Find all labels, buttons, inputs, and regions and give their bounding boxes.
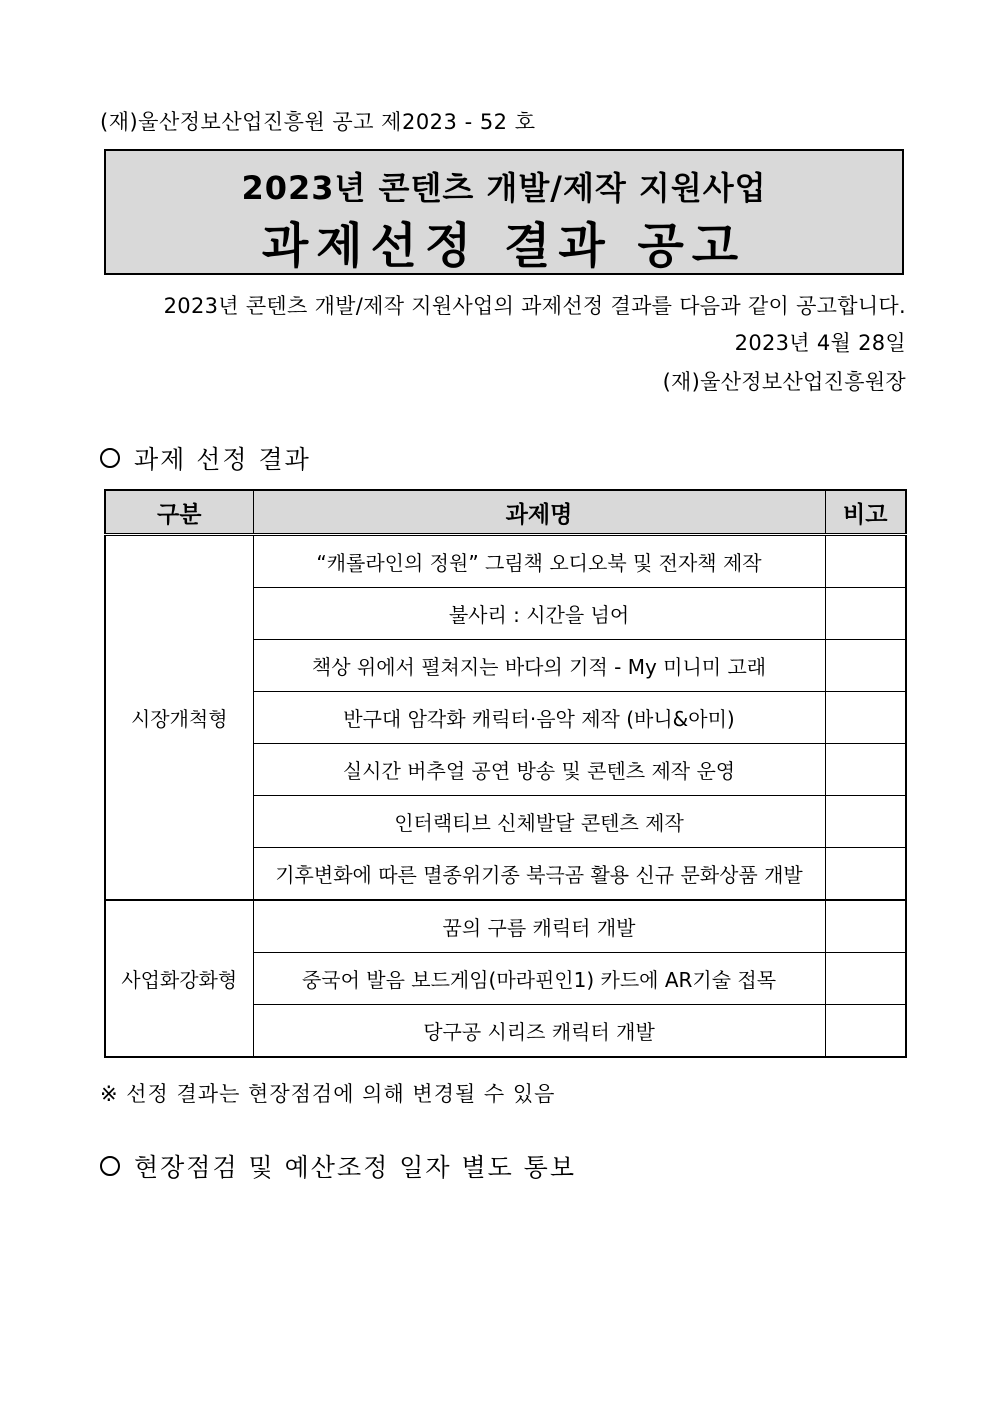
- project-cell: 실시간 버추얼 공연 방송 및 콘텐츠 제작 운영: [253, 744, 825, 796]
- category-cell: 시장개척형: [105, 535, 253, 901]
- note-cell: [825, 744, 906, 796]
- note-cell: [825, 1005, 906, 1058]
- note-cell: [825, 640, 906, 692]
- header-category: 구분: [105, 490, 253, 535]
- header-note: 비고: [825, 490, 906, 535]
- title-box: [104, 149, 904, 275]
- table-row: [105, 535, 906, 588]
- header-project: 과제명: [253, 490, 825, 535]
- notice-number: (재)울산정보산업진흥원 공고 제2023 - 52 호: [100, 110, 536, 134]
- project-cell: 반구대 암각화 캐릭터·음악 제작 (바니&아미): [253, 692, 825, 744]
- note-cell: [825, 692, 906, 744]
- project-cell: 불사리 : 시간을 넘어: [253, 588, 825, 640]
- project-cell: 꿈의 구름 캐릭터 개발: [253, 900, 825, 953]
- section-heading-results: [100, 440, 311, 476]
- category-cell: 사업화강화형: [105, 900, 253, 1057]
- project-cell: 책상 위에서 펼쳐지는 바다의 기적 - My 미니미 고래: [253, 640, 825, 692]
- project-cell: 당구공 시리즈 캐릭터 개발: [253, 1005, 825, 1058]
- note-cell: [825, 953, 906, 1005]
- table-row: [105, 900, 906, 953]
- project-cell: “캐롤라인의 정원” 그림책 오디오북 및 전자책 제작: [253, 535, 825, 588]
- note-cell: [825, 900, 906, 953]
- section-heading-label: 현장점검 및 예산조정 일자 별도 통보: [134, 1153, 576, 1182]
- note-cell: [825, 588, 906, 640]
- note-cell: [825, 796, 906, 848]
- project-cell: 기후변화에 따른 멸종위기종 북극곰 활용 신규 문화상품 개발: [253, 848, 825, 901]
- title-sub: 과제선정 결과 공고: [261, 218, 747, 274]
- results-table: [104, 489, 907, 1058]
- section-heading-label: 과제 선정 결과: [134, 445, 311, 474]
- project-cell: 중국어 발음 보드게임(마라핀인1) 카드에 AR기술 접목: [253, 953, 825, 1005]
- note-cell: [825, 848, 906, 901]
- footnote: ※ 선정 결과는 현장점검에 의해 변경될 수 있음: [100, 1082, 556, 1106]
- issuer-name: (재)울산정보산업진흥원장: [662, 370, 906, 394]
- note-cell: [825, 535, 906, 588]
- circle-bullet-icon: [100, 1156, 120, 1176]
- intro-text: 2023년 콘텐츠 개발/제작 지원사업의 과제선정 결과를 다음과 같이 공고합니다.: [163, 294, 906, 318]
- project-cell: 인터랙티브 신체발달 콘텐츠 제작: [253, 796, 825, 848]
- title-main: 2023년 콘텐츠 개발/제작 지원사업: [241, 169, 767, 207]
- section-heading-inspection: [100, 1148, 576, 1184]
- announcement-date: 2023년 4월 28일: [734, 331, 906, 355]
- table-header-row: [105, 490, 906, 535]
- circle-bullet-icon: [100, 448, 120, 468]
